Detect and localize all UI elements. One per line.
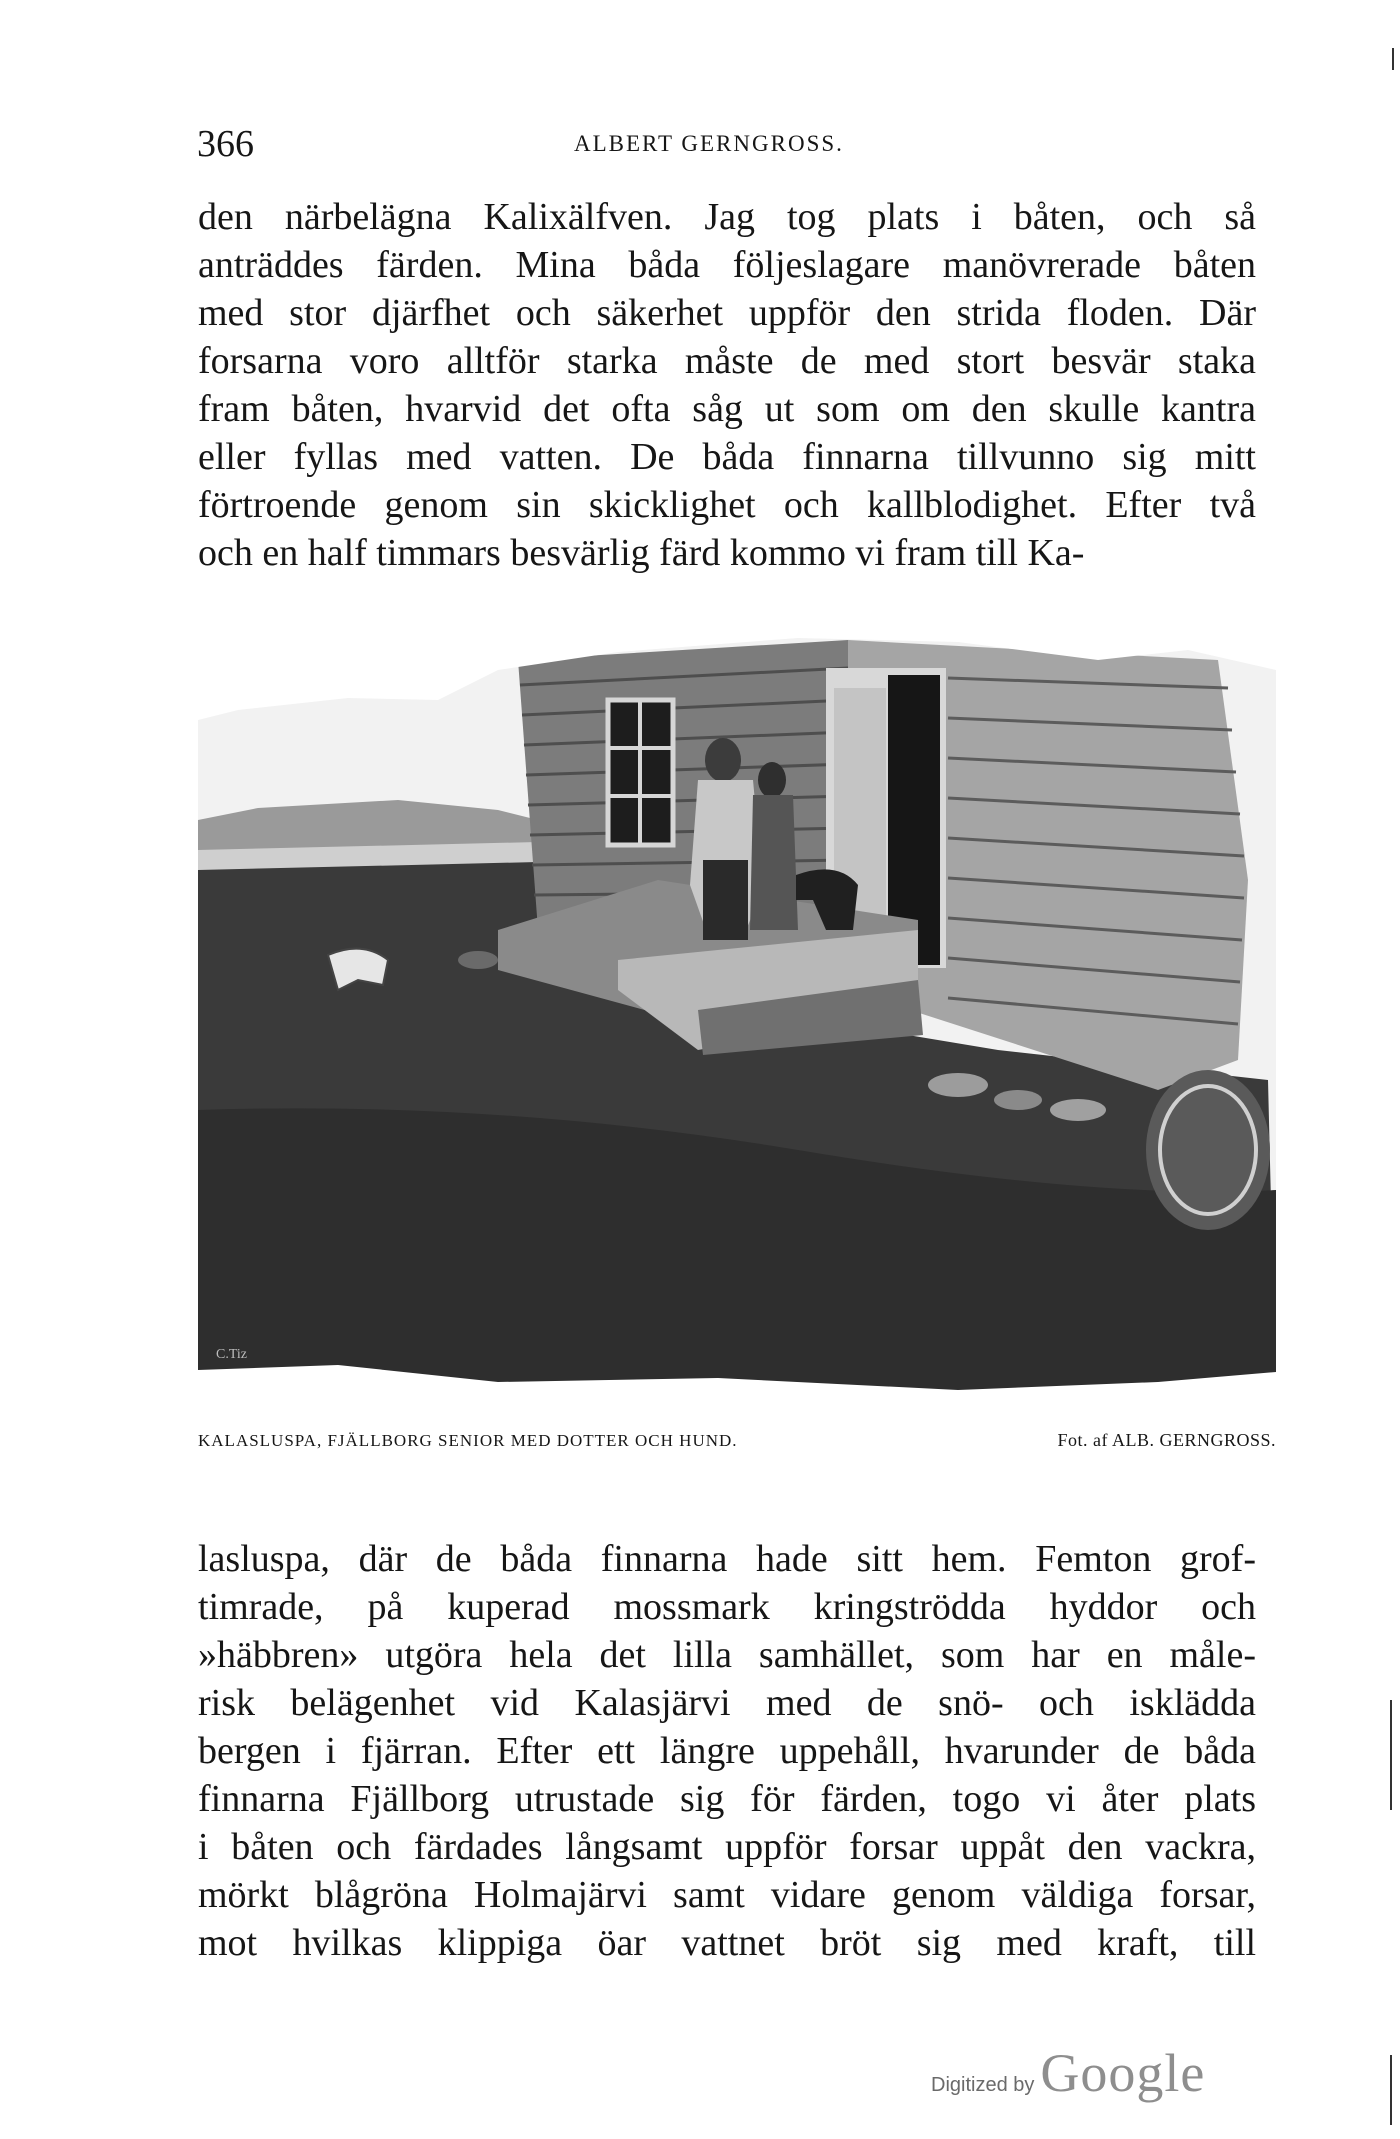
scan-margin-mark (1390, 2055, 1392, 2125)
text-line: finnarna Fjällborg utrustade sig för färden, togo vi åter plats (198, 1778, 1256, 1820)
text-line: mot hvilkas klippiga öar vattnet bröt sig med kraft, till (198, 1922, 1256, 1964)
photo-illustration (198, 630, 1276, 1408)
digitized-watermark (931, 2042, 1205, 2104)
text-line: timrade, på kuperad mossmark kringströdda hyddor och (198, 1586, 1256, 1628)
text-line: den närbelägna Kalixälfven. Jag tog plats i båten, och så (198, 196, 1256, 238)
text-line: med stor djärfhet och säkerhet uppför den strida floden. Där (198, 292, 1256, 334)
paragraph-2 (198, 1535, 1256, 1967)
figure-caption: KALASLUSPA, FJÄLLBORG SENIOR MED DOTTER OCH HUND. (198, 1431, 738, 1450)
paragraph-1 (198, 193, 1256, 577)
text-line: forsarna voro alltför starka måste de med stort besvär staka (198, 340, 1256, 382)
figure-photograph (198, 630, 1276, 1408)
text-line: risk belägenhet vid Kalasjärvi med de snö- och isklädda (198, 1682, 1256, 1724)
google-logo: Google (1040, 2043, 1206, 2103)
text-line: »häbbren» utgöra hela det lilla samhället, som har en måle- (198, 1634, 1256, 1676)
text-line: anträddes färden. Mina båda följeslagare manövrerade båten (198, 244, 1256, 286)
running-title: ALBERT GERNGROSS. (574, 131, 844, 156)
scan-margin-mark (1390, 1700, 1392, 1810)
text-line: bergen i fjärran. Efter ett längre uppehåll, hvarunder de båda (198, 1730, 1256, 1772)
text-line: eller fyllas med vatten. De båda finnarna tillvunno sig mitt (198, 436, 1256, 478)
figure-caption-line (198, 1430, 1276, 1451)
text-line: mörkt blågröna Holmajärvi samt vidare genom väldiga forsar, (198, 1874, 1256, 1916)
page-number: 366 (197, 123, 254, 165)
text-line: i båten och färdades långsamt uppför forsar uppåt den vackra, (198, 1826, 1256, 1868)
digitized-label: Digitized by (931, 2074, 1035, 2096)
scan-margin-mark (1392, 48, 1394, 70)
text-line: och en half timmars besvärlig färd kommo vi fram till Ka- (198, 532, 1085, 574)
text-line: fram båten, hvarvid det ofta såg ut som om den skulle kantra (198, 388, 1256, 430)
photo-credit: Fot. af ALB. GERNGROSS. (1057, 1430, 1276, 1450)
photo-signature: C.Tiz (216, 1347, 248, 1362)
text-line: lasluspa, där de båda finnarna hade sitt hem. Femton grof- (198, 1538, 1256, 1580)
text-line: förtroende genom sin skicklighet och kallblodighet. Efter två (198, 484, 1256, 526)
